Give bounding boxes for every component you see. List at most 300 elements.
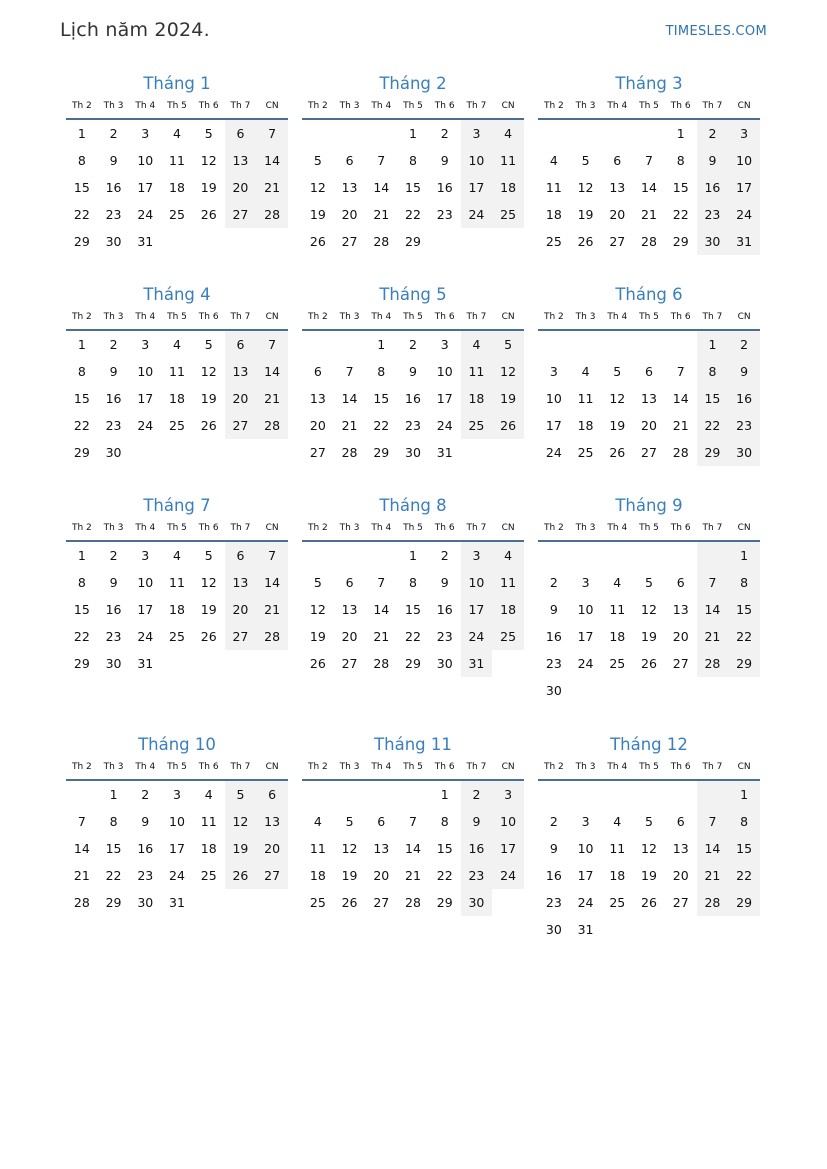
day-cell[interactable]: 1 bbox=[77, 126, 86, 141]
day-cell[interactable]: 4 bbox=[461, 331, 493, 358]
day-cell[interactable]: 26 bbox=[200, 207, 217, 222]
day-cell[interactable]: 18 bbox=[461, 385, 493, 412]
day-cell[interactable]: 15 bbox=[436, 841, 453, 856]
day-cell[interactable]: 11 bbox=[309, 841, 326, 856]
day-cell[interactable]: 24 bbox=[492, 862, 524, 889]
day-cell[interactable]: 29 bbox=[405, 656, 421, 671]
day-cell[interactable]: 15 bbox=[697, 385, 729, 412]
day-cell[interactable]: 30 bbox=[105, 445, 122, 460]
day-cell[interactable]: 24 bbox=[728, 201, 760, 228]
day-cell[interactable]: 7 bbox=[409, 814, 417, 829]
day-cell[interactable]: 24 bbox=[436, 418, 453, 433]
day-cell[interactable]: 17 bbox=[137, 180, 154, 195]
day-cell[interactable]: 28 bbox=[405, 895, 421, 910]
day-cell[interactable]: 26 bbox=[641, 656, 657, 671]
day-cell[interactable]: 3 bbox=[461, 120, 493, 147]
day-cell[interactable]: 26 bbox=[309, 656, 326, 671]
day-cell[interactable]: 20 bbox=[309, 418, 326, 433]
day-cell[interactable]: 9 bbox=[109, 153, 118, 168]
day-cell[interactable]: 27 bbox=[256, 862, 288, 889]
day-cell[interactable]: 17 bbox=[169, 841, 185, 856]
day-cell[interactable]: 19 bbox=[492, 385, 524, 412]
day-cell[interactable]: 2 bbox=[440, 126, 449, 141]
day-cell[interactable]: 6 bbox=[225, 331, 257, 358]
day-cell[interactable]: 17 bbox=[545, 418, 562, 433]
day-cell[interactable]: 20 bbox=[641, 418, 657, 433]
day-cell[interactable]: 31 bbox=[436, 445, 453, 460]
day-cell[interactable]: 6 bbox=[256, 781, 288, 808]
day-cell[interactable]: 15 bbox=[405, 180, 421, 195]
day-cell[interactable]: 14 bbox=[256, 147, 288, 174]
day-cell[interactable]: 28 bbox=[697, 650, 729, 677]
day-cell[interactable]: 16 bbox=[105, 602, 122, 617]
day-cell[interactable]: 14 bbox=[672, 391, 689, 406]
day-cell[interactable]: 4 bbox=[173, 126, 181, 141]
day-cell[interactable]: 7 bbox=[645, 153, 653, 168]
day-cell[interactable]: 18 bbox=[492, 174, 524, 201]
day-cell[interactable]: 24 bbox=[137, 629, 154, 644]
day-cell[interactable]: 14 bbox=[256, 358, 288, 385]
day-cell[interactable]: 25 bbox=[169, 418, 185, 433]
day-cell[interactable]: 2 bbox=[109, 337, 118, 352]
day-cell[interactable]: 16 bbox=[405, 391, 421, 406]
day-cell[interactable]: 24 bbox=[577, 656, 594, 671]
day-cell[interactable]: 15 bbox=[728, 835, 760, 862]
day-cell[interactable]: 23 bbox=[728, 412, 760, 439]
day-cell[interactable]: 7 bbox=[345, 364, 354, 379]
day-cell[interactable]: 4 bbox=[492, 120, 524, 147]
day-cell[interactable]: 19 bbox=[200, 180, 217, 195]
day-cell[interactable]: 27 bbox=[225, 412, 257, 439]
day-cell[interactable]: 26 bbox=[309, 234, 326, 249]
day-cell[interactable]: 17 bbox=[577, 629, 594, 644]
day-cell[interactable]: 5 bbox=[492, 331, 524, 358]
day-cell[interactable]: 29 bbox=[73, 234, 90, 249]
day-cell[interactable]: 2 bbox=[141, 787, 150, 802]
day-cell[interactable]: 23 bbox=[405, 418, 421, 433]
day-cell[interactable]: 17 bbox=[461, 596, 493, 623]
day-cell[interactable]: 14 bbox=[256, 569, 288, 596]
day-cell[interactable]: 10 bbox=[492, 808, 524, 835]
day-cell[interactable]: 18 bbox=[545, 207, 562, 222]
day-cell[interactable]: 3 bbox=[141, 126, 150, 141]
day-cell[interactable]: 20 bbox=[672, 868, 689, 883]
day-cell[interactable]: 23 bbox=[105, 207, 122, 222]
day-cell[interactable]: 13 bbox=[609, 180, 626, 195]
day-cell[interactable]: 9 bbox=[409, 364, 417, 379]
day-cell[interactable]: 5 bbox=[204, 126, 213, 141]
day-cell[interactable]: 8 bbox=[77, 575, 86, 590]
day-cell[interactable]: 6 bbox=[225, 542, 257, 569]
day-cell[interactable]: 3 bbox=[581, 814, 590, 829]
day-cell[interactable]: 14 bbox=[373, 602, 390, 617]
day-cell[interactable]: 20 bbox=[373, 868, 390, 883]
day-cell[interactable]: 11 bbox=[200, 814, 217, 829]
day-cell[interactable]: 11 bbox=[609, 841, 626, 856]
day-cell[interactable]: 23 bbox=[697, 201, 729, 228]
day-cell[interactable]: 23 bbox=[105, 629, 122, 644]
day-cell[interactable]: 8 bbox=[77, 153, 86, 168]
day-cell[interactable]: 1 bbox=[440, 787, 449, 802]
day-cell[interactable]: 26 bbox=[200, 418, 217, 433]
day-cell[interactable]: 27 bbox=[641, 445, 657, 460]
day-cell[interactable]: 19 bbox=[577, 207, 594, 222]
day-cell[interactable]: 9 bbox=[109, 364, 118, 379]
day-cell[interactable]: 28 bbox=[73, 895, 90, 910]
day-cell[interactable]: 27 bbox=[609, 234, 626, 249]
day-cell[interactable]: 7 bbox=[676, 364, 685, 379]
day-cell[interactable]: 11 bbox=[492, 147, 524, 174]
day-cell[interactable]: 21 bbox=[672, 418, 689, 433]
day-cell[interactable]: 9 bbox=[440, 575, 449, 590]
day-cell[interactable]: 13 bbox=[256, 808, 288, 835]
day-cell[interactable]: 12 bbox=[200, 364, 217, 379]
day-cell[interactable]: 6 bbox=[613, 153, 622, 168]
day-cell[interactable]: 27 bbox=[672, 656, 689, 671]
day-cell[interactable]: 10 bbox=[137, 575, 154, 590]
day-cell[interactable]: 6 bbox=[645, 364, 653, 379]
day-cell[interactable]: 15 bbox=[73, 391, 90, 406]
day-cell[interactable]: 21 bbox=[256, 385, 288, 412]
day-cell[interactable]: 10 bbox=[436, 364, 453, 379]
day-cell[interactable]: 8 bbox=[109, 814, 118, 829]
day-cell[interactable]: 31 bbox=[461, 650, 493, 677]
day-cell[interactable]: 12 bbox=[641, 841, 657, 856]
day-cell[interactable]: 21 bbox=[641, 207, 657, 222]
day-cell[interactable]: 15 bbox=[105, 841, 122, 856]
day-cell[interactable]: 25 bbox=[461, 412, 493, 439]
day-cell[interactable]: 14 bbox=[341, 391, 358, 406]
day-cell[interactable]: 18 bbox=[169, 602, 185, 617]
day-cell[interactable]: 22 bbox=[728, 623, 760, 650]
day-cell[interactable]: 3 bbox=[728, 120, 760, 147]
day-cell[interactable]: 20 bbox=[225, 385, 257, 412]
day-cell[interactable]: 3 bbox=[461, 542, 493, 569]
day-cell[interactable]: 7 bbox=[697, 569, 729, 596]
day-cell[interactable]: 9 bbox=[141, 814, 150, 829]
day-cell[interactable]: 12 bbox=[200, 575, 217, 590]
day-cell[interactable]: 22 bbox=[728, 862, 760, 889]
day-cell[interactable]: 22 bbox=[405, 629, 421, 644]
day-cell[interactable]: 19 bbox=[200, 391, 217, 406]
day-cell[interactable]: 24 bbox=[461, 201, 493, 228]
day-cell[interactable]: 17 bbox=[137, 391, 154, 406]
day-cell[interactable]: 4 bbox=[549, 153, 558, 168]
day-cell[interactable]: 12 bbox=[609, 391, 626, 406]
day-cell[interactable]: 23 bbox=[545, 656, 562, 671]
day-cell[interactable]: 15 bbox=[373, 391, 390, 406]
day-cell[interactable]: 20 bbox=[672, 629, 689, 644]
day-cell[interactable]: 25 bbox=[609, 656, 626, 671]
day-cell[interactable]: 23 bbox=[436, 629, 453, 644]
day-cell[interactable]: 11 bbox=[169, 364, 185, 379]
day-cell[interactable]: 22 bbox=[436, 868, 453, 883]
day-cell[interactable]: 26 bbox=[577, 234, 594, 249]
day-cell[interactable]: 21 bbox=[373, 629, 390, 644]
day-cell[interactable]: 9 bbox=[549, 841, 558, 856]
day-cell[interactable]: 13 bbox=[225, 147, 257, 174]
day-cell[interactable]: 29 bbox=[105, 895, 122, 910]
day-cell[interactable]: 4 bbox=[581, 364, 590, 379]
day-cell[interactable]: 15 bbox=[73, 602, 90, 617]
day-cell[interactable]: 21 bbox=[73, 868, 90, 883]
day-cell[interactable]: 22 bbox=[405, 207, 421, 222]
day-cell[interactable]: 12 bbox=[577, 180, 594, 195]
day-cell[interactable]: 22 bbox=[73, 629, 90, 644]
day-cell[interactable]: 19 bbox=[609, 418, 626, 433]
day-cell[interactable]: 2 bbox=[461, 781, 493, 808]
day-cell[interactable]: 11 bbox=[461, 358, 493, 385]
day-cell[interactable]: 20 bbox=[341, 207, 358, 222]
day-cell[interactable]: 12 bbox=[309, 180, 326, 195]
day-cell[interactable]: 15 bbox=[728, 596, 760, 623]
day-cell[interactable]: 29 bbox=[73, 445, 90, 460]
day-cell[interactable]: 3 bbox=[440, 337, 449, 352]
day-cell[interactable]: 16 bbox=[545, 629, 562, 644]
day-cell[interactable]: 16 bbox=[545, 868, 562, 883]
day-cell[interactable]: 19 bbox=[641, 629, 657, 644]
day-cell[interactable]: 27 bbox=[225, 623, 257, 650]
day-cell[interactable]: 19 bbox=[200, 602, 217, 617]
day-cell[interactable]: 22 bbox=[73, 418, 90, 433]
day-cell[interactable]: 28 bbox=[256, 623, 288, 650]
day-cell[interactable]: 14 bbox=[697, 596, 729, 623]
day-cell[interactable]: 29 bbox=[405, 234, 421, 249]
day-cell[interactable]: 17 bbox=[461, 174, 493, 201]
day-cell[interactable]: 28 bbox=[373, 234, 390, 249]
day-cell[interactable]: 29 bbox=[697, 439, 729, 466]
day-cell[interactable]: 20 bbox=[341, 629, 358, 644]
day-cell[interactable]: 6 bbox=[313, 364, 322, 379]
day-cell[interactable]: 1 bbox=[697, 331, 729, 358]
day-cell[interactable]: 9 bbox=[728, 358, 760, 385]
day-cell[interactable]: 3 bbox=[492, 781, 524, 808]
day-cell[interactable]: 11 bbox=[609, 602, 626, 617]
day-cell[interactable]: 17 bbox=[728, 174, 760, 201]
day-cell[interactable]: 26 bbox=[341, 895, 358, 910]
day-cell[interactable]: 10 bbox=[169, 814, 185, 829]
day-cell[interactable]: 28 bbox=[341, 445, 358, 460]
day-cell[interactable]: 28 bbox=[256, 201, 288, 228]
day-cell[interactable]: 19 bbox=[641, 868, 657, 883]
day-cell[interactable]: 14 bbox=[73, 841, 90, 856]
day-cell[interactable]: 13 bbox=[225, 358, 257, 385]
day-cell[interactable]: 16 bbox=[728, 385, 760, 412]
day-cell[interactable]: 13 bbox=[373, 841, 390, 856]
day-cell[interactable]: 18 bbox=[200, 841, 217, 856]
day-cell[interactable]: 8 bbox=[728, 569, 760, 596]
day-cell[interactable]: 8 bbox=[409, 575, 417, 590]
day-cell[interactable]: 21 bbox=[341, 418, 358, 433]
day-cell[interactable]: 6 bbox=[676, 575, 685, 590]
day-cell[interactable]: 12 bbox=[641, 602, 657, 617]
day-cell[interactable]: 10 bbox=[137, 153, 154, 168]
day-cell[interactable]: 18 bbox=[169, 180, 185, 195]
day-cell[interactable]: 9 bbox=[440, 153, 449, 168]
day-cell[interactable]: 8 bbox=[409, 153, 417, 168]
day-cell[interactable]: 4 bbox=[613, 814, 622, 829]
day-cell[interactable]: 29 bbox=[73, 656, 90, 671]
day-cell[interactable]: 5 bbox=[204, 337, 213, 352]
day-cell[interactable]: 3 bbox=[173, 787, 181, 802]
day-cell[interactable]: 29 bbox=[373, 445, 390, 460]
day-cell[interactable]: 25 bbox=[309, 895, 326, 910]
day-cell[interactable]: 9 bbox=[697, 147, 729, 174]
day-cell[interactable]: 21 bbox=[256, 174, 288, 201]
day-cell[interactable]: 1 bbox=[728, 781, 760, 808]
day-cell[interactable]: 30 bbox=[728, 439, 760, 466]
day-cell[interactable]: 22 bbox=[73, 207, 90, 222]
day-cell[interactable]: 15 bbox=[672, 180, 689, 195]
day-cell[interactable]: 24 bbox=[137, 418, 154, 433]
day-cell[interactable]: 29 bbox=[672, 234, 689, 249]
day-cell[interactable]: 25 bbox=[492, 623, 524, 650]
day-cell[interactable]: 26 bbox=[200, 629, 217, 644]
site-link[interactable]: TIMESLES.COM bbox=[665, 24, 767, 39]
day-cell[interactable]: 14 bbox=[373, 180, 390, 195]
day-cell[interactable]: 2 bbox=[697, 120, 729, 147]
day-cell[interactable]: 19 bbox=[225, 835, 257, 862]
day-cell[interactable]: 7 bbox=[377, 153, 386, 168]
day-cell[interactable]: 20 bbox=[225, 596, 257, 623]
day-cell[interactable]: 22 bbox=[373, 418, 390, 433]
day-cell[interactable]: 8 bbox=[440, 814, 449, 829]
day-cell[interactable]: 18 bbox=[169, 391, 185, 406]
day-cell[interactable]: 23 bbox=[137, 868, 154, 883]
day-cell[interactable]: 26 bbox=[492, 412, 524, 439]
day-cell[interactable]: 2 bbox=[109, 548, 118, 563]
day-cell[interactable]: 25 bbox=[492, 201, 524, 228]
day-cell[interactable]: 27 bbox=[225, 201, 257, 228]
day-cell[interactable]: 4 bbox=[613, 575, 622, 590]
day-cell[interactable]: 11 bbox=[545, 180, 562, 195]
day-cell[interactable]: 21 bbox=[697, 623, 729, 650]
day-cell[interactable]: 13 bbox=[341, 602, 358, 617]
day-cell[interactable]: 7 bbox=[377, 575, 386, 590]
day-cell[interactable]: 25 bbox=[169, 629, 185, 644]
day-cell[interactable]: 6 bbox=[345, 575, 354, 590]
day-cell[interactable]: 23 bbox=[545, 895, 562, 910]
day-cell[interactable]: 30 bbox=[461, 889, 493, 916]
day-cell[interactable]: 6 bbox=[676, 814, 685, 829]
day-cell[interactable]: 22 bbox=[672, 207, 689, 222]
day-cell[interactable]: 7 bbox=[256, 542, 288, 569]
day-cell[interactable]: 5 bbox=[313, 575, 322, 590]
day-cell[interactable]: 1 bbox=[77, 337, 86, 352]
day-cell[interactable]: 12 bbox=[341, 841, 358, 856]
day-cell[interactable]: 8 bbox=[728, 808, 760, 835]
day-cell[interactable]: 14 bbox=[641, 180, 657, 195]
day-cell[interactable]: 4 bbox=[204, 787, 213, 802]
day-cell[interactable]: 2 bbox=[728, 331, 760, 358]
day-cell[interactable]: 25 bbox=[577, 445, 594, 460]
day-cell[interactable]: 9 bbox=[109, 575, 118, 590]
day-cell[interactable]: 16 bbox=[436, 602, 453, 617]
day-cell[interactable]: 22 bbox=[105, 868, 122, 883]
day-cell[interactable]: 25 bbox=[200, 868, 217, 883]
day-cell[interactable]: 18 bbox=[577, 418, 594, 433]
day-cell[interactable]: 3 bbox=[141, 337, 150, 352]
day-cell[interactable]: 24 bbox=[577, 895, 594, 910]
day-cell[interactable]: 30 bbox=[105, 234, 122, 249]
day-cell[interactable]: 29 bbox=[728, 889, 760, 916]
day-cell[interactable]: 10 bbox=[577, 602, 594, 617]
day-cell[interactable]: 31 bbox=[137, 656, 154, 671]
day-cell[interactable]: 5 bbox=[225, 781, 257, 808]
day-cell[interactable]: 27 bbox=[373, 895, 390, 910]
day-cell[interactable]: 13 bbox=[672, 602, 689, 617]
day-cell[interactable]: 19 bbox=[341, 868, 358, 883]
day-cell[interactable]: 2 bbox=[440, 548, 449, 563]
day-cell[interactable]: 10 bbox=[137, 364, 154, 379]
day-cell[interactable]: 11 bbox=[169, 153, 185, 168]
day-cell[interactable]: 7 bbox=[256, 120, 288, 147]
day-cell[interactable]: 30 bbox=[105, 656, 122, 671]
day-cell[interactable]: 8 bbox=[77, 364, 86, 379]
day-cell[interactable]: 24 bbox=[461, 623, 493, 650]
day-cell[interactable]: 6 bbox=[377, 814, 386, 829]
day-cell[interactable]: 16 bbox=[461, 835, 493, 862]
day-cell[interactable]: 22 bbox=[697, 412, 729, 439]
day-cell[interactable]: 23 bbox=[436, 207, 453, 222]
day-cell[interactable]: 3 bbox=[581, 575, 590, 590]
day-cell[interactable]: 30 bbox=[697, 228, 729, 255]
day-cell[interactable]: 27 bbox=[309, 445, 326, 460]
day-cell[interactable]: 1 bbox=[377, 337, 386, 352]
day-cell[interactable]: 25 bbox=[169, 207, 185, 222]
day-cell[interactable]: 2 bbox=[109, 126, 118, 141]
day-cell[interactable]: 17 bbox=[137, 602, 154, 617]
day-cell[interactable]: 6 bbox=[225, 120, 257, 147]
day-cell[interactable]: 3 bbox=[141, 548, 150, 563]
day-cell[interactable]: 16 bbox=[697, 174, 729, 201]
day-cell[interactable]: 7 bbox=[256, 331, 288, 358]
day-cell[interactable]: 5 bbox=[313, 153, 322, 168]
day-cell[interactable]: 19 bbox=[309, 207, 326, 222]
day-cell[interactable]: 5 bbox=[345, 814, 354, 829]
day-cell[interactable]: 25 bbox=[545, 234, 562, 249]
day-cell[interactable]: 31 bbox=[137, 234, 154, 249]
day-cell[interactable]: 28 bbox=[641, 234, 657, 249]
day-cell[interactable]: 28 bbox=[256, 412, 288, 439]
day-cell[interactable]: 29 bbox=[436, 895, 453, 910]
day-cell[interactable]: 10 bbox=[728, 147, 760, 174]
day-cell[interactable]: 16 bbox=[105, 391, 122, 406]
day-cell[interactable]: 10 bbox=[461, 147, 493, 174]
day-cell[interactable]: 19 bbox=[309, 629, 326, 644]
day-cell[interactable]: 26 bbox=[225, 862, 257, 889]
day-cell[interactable]: 1 bbox=[409, 126, 417, 141]
day-cell[interactable]: 12 bbox=[225, 808, 257, 835]
day-cell[interactable]: 15 bbox=[405, 602, 421, 617]
day-cell[interactable]: 28 bbox=[373, 656, 390, 671]
day-cell[interactable]: 14 bbox=[697, 835, 729, 862]
day-cell[interactable]: 15 bbox=[73, 180, 90, 195]
day-cell[interactable]: 3 bbox=[549, 364, 558, 379]
day-cell[interactable]: 16 bbox=[436, 180, 453, 195]
day-cell[interactable]: 21 bbox=[697, 862, 729, 889]
day-cell[interactable]: 13 bbox=[225, 569, 257, 596]
day-cell[interactable]: 5 bbox=[581, 153, 590, 168]
day-cell[interactable]: 12 bbox=[200, 153, 217, 168]
day-cell[interactable]: 27 bbox=[341, 234, 358, 249]
day-cell[interactable]: 13 bbox=[309, 391, 326, 406]
day-cell[interactable]: 26 bbox=[609, 445, 626, 460]
day-cell[interactable]: 8 bbox=[676, 153, 685, 168]
day-cell[interactable]: 10 bbox=[461, 569, 493, 596]
day-cell[interactable]: 5 bbox=[645, 814, 653, 829]
day-cell[interactable]: 12 bbox=[492, 358, 524, 385]
